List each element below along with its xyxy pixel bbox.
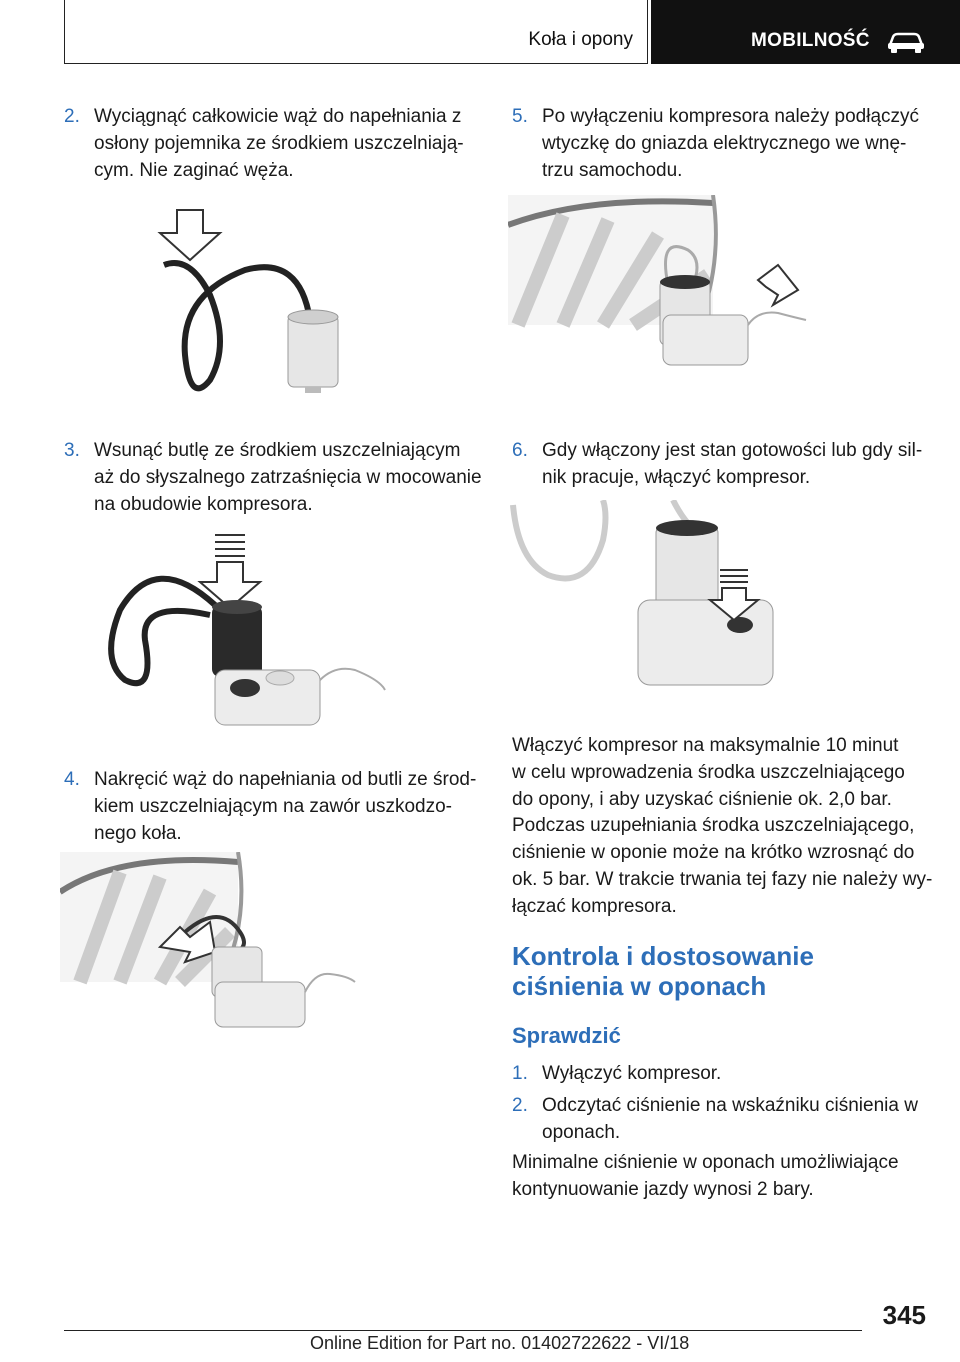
section-heading: Kontrola i dostosowanie ciśnienia w oponach <box>512 941 814 1001</box>
figure-bottle-insert <box>85 530 405 740</box>
paragraph-min-pressure: Minimalne ciśnienie w oponach umożliwiające kontynuowanie jazdy wynosi 2 bary. <box>512 1152 899 1200</box>
header-chapter-title: MOBILNOŚĆ <box>751 30 870 51</box>
step-number: 1. <box>512 1063 528 1084</box>
step-number: 2. <box>512 1095 528 1116</box>
figure-compressor-on <box>508 500 808 700</box>
step-number: 3. <box>64 440 80 461</box>
car-icon <box>886 28 926 54</box>
footer-divider <box>64 1330 862 1331</box>
header-section-title: Koła i opony <box>528 29 633 50</box>
footer-edition: Online Edition for Part no. 01402722622 - VI/18 <box>310 1333 690 1353</box>
step-text: Nakręcić wąż do napełniania od butli ze środ‐ kiem uszczelniającym na zawór uszkodzo‐ nego koła. <box>94 769 477 844</box>
subsection-heading: Sprawdzić <box>512 1023 621 1048</box>
step-text: Gdy włączony jest stan gotowości lub gdy sil‐ nik pracuje, włączyć kompresor. <box>542 440 923 488</box>
header-chapter-box <box>651 0 960 64</box>
step-text: Wyciągnąć całkowicie wąż do napełniania z osłony pojemnika ze środkiem uszczelniają‐ cym. Nie zaginać węża. <box>94 106 464 181</box>
figure-hose-extraction <box>150 205 360 395</box>
figure-plug-connection <box>508 195 808 380</box>
step-number: 2. <box>64 106 80 127</box>
step-text: Po wyłączeniu kompresora należy podłączyć wtyczkę do gniazda elektrycznego we wnę‐ trzu samochodu. <box>542 106 920 181</box>
step-number: 5. <box>512 106 528 127</box>
step-number: 4. <box>64 769 80 790</box>
paragraph-run-time: Włączyć kompresor na maksymalnie 10 minut w celu wprowadzenia środka uszczelniającego do opony, i aby uzyskać ciśnienie ok. 2,0 bar. <box>512 735 905 810</box>
header-section-box <box>64 0 648 64</box>
step-number: 6. <box>512 440 528 461</box>
figure-hose-to-wheel <box>60 852 360 1037</box>
step-text: Odczytać ciśnienie na wskaźniku ciśnienia w oponach. <box>542 1095 918 1143</box>
paragraph-pressure-note: Podczas uzupełniania środka uszczelniającego, ciśnienie w oponie może na krótko wzrosnąć do ok. 5 bar. W trakcie trwania tej fazy nie należy wy‐ łączać kompresora. <box>512 815 933 917</box>
page-number: 345 <box>882 1300 926 1330</box>
step-text: Wyłączyć kompresor. <box>542 1063 722 1084</box>
step-text: Wsunąć butlę ze środkiem uszczelniającym aż do słyszalnego zatrzaśnięcia w mocowanie na obudowie kompresora. <box>94 440 482 515</box>
